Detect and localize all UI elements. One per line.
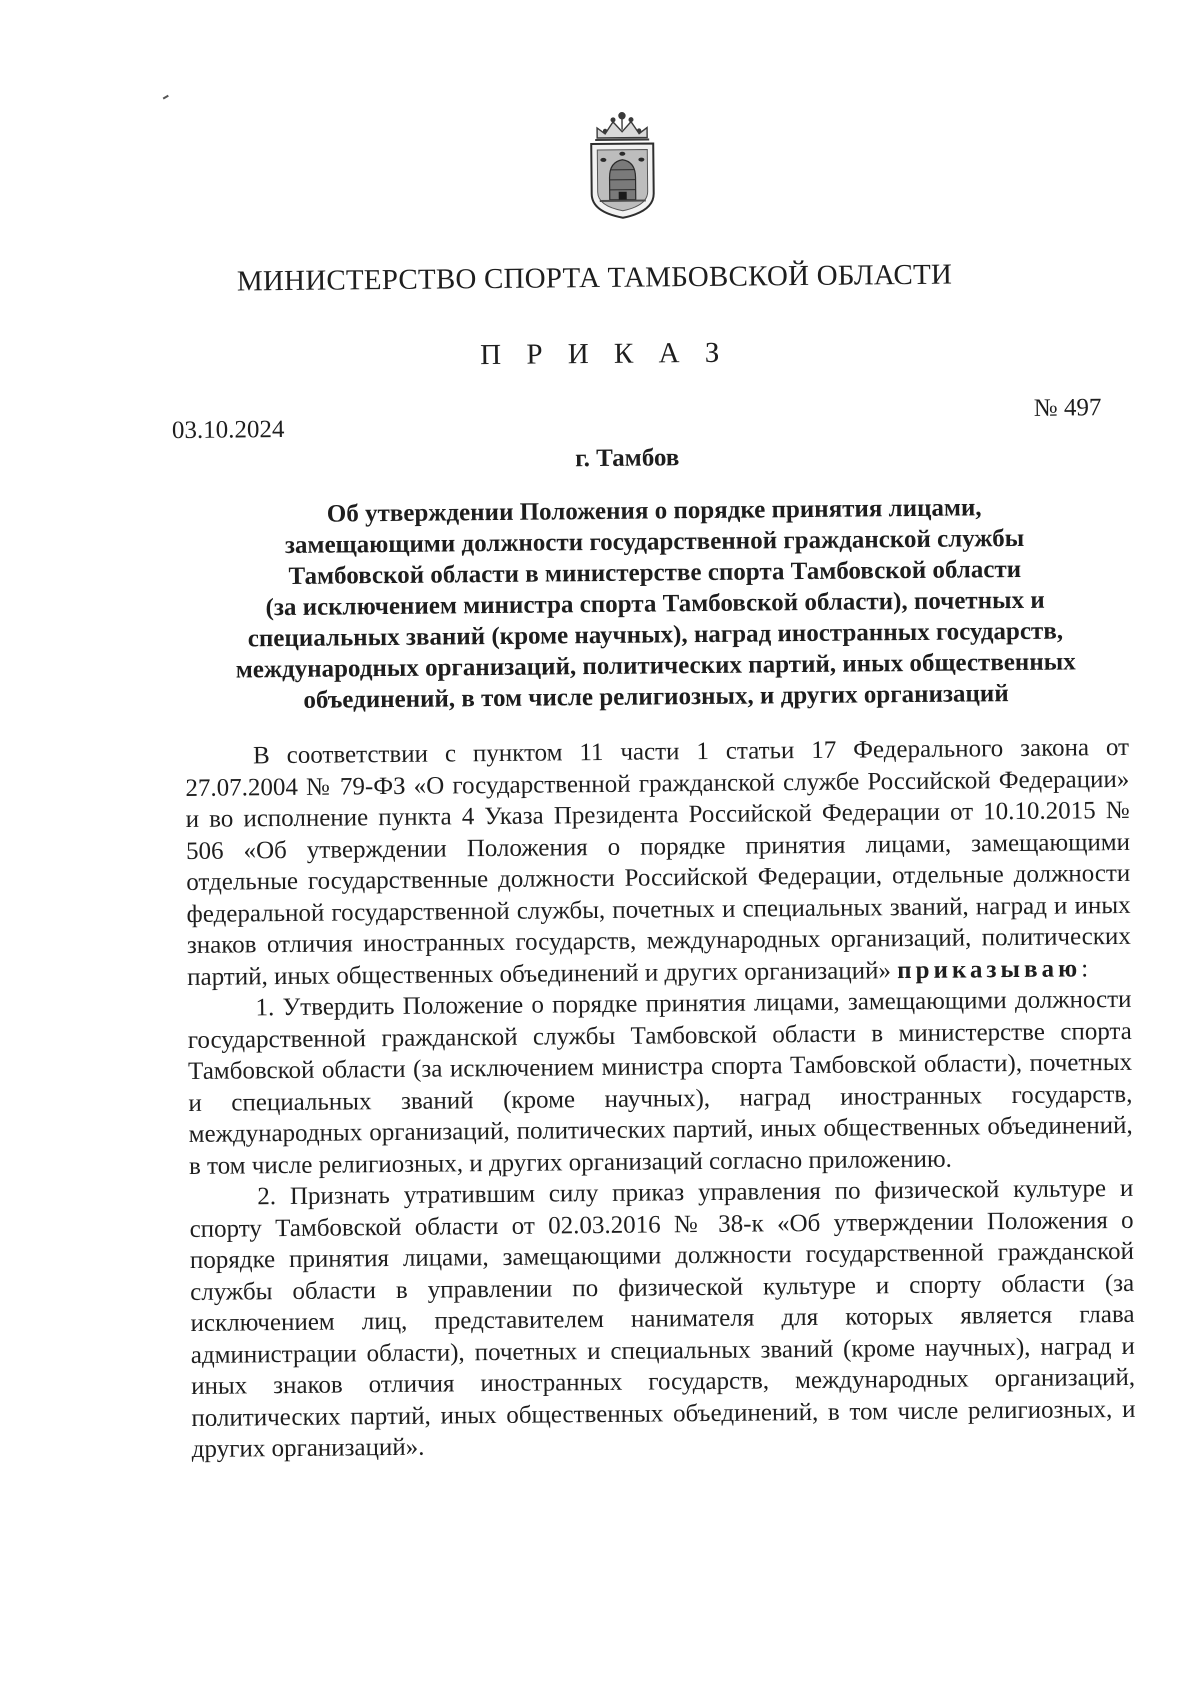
item-2-paragraph: 2. Признать утратившим силу приказ управления по физической культуре и спорту Тамбовской области от 02.03.2016 № 38-к «Об утверждении Положения о порядке принятия лицами, замещающими должности государственной гражданской службы области в управлении по физической культуре и спорту области (за исключением лиц, представителем нанимателя для которых является глава администрации области), почетных и специальных званий (кроме научных), наград и иных знаков отличия иностранных государств, международных организаций, политических партий, иных общественных объединений, в том числе религиозных, и других организаций». <box>189 1173 1136 1466</box>
subject-line: замещающими должности государственной гражданской службы <box>187 522 1122 562</box>
subject-line: объединений, в том числе религиозных, и других организаций <box>188 677 1123 717</box>
order-body <box>185 732 1136 1466</box>
preamble-text: В соответствии с пунктом 11 части 1 статьи 17 Федерального закона от 27.07.2004 № 79-ФЗ «О государственной гражданской службе Российской Федерации» и во исполнение пункта 4 Указа Президента Российской Федерации от 10.10.2015 № 506 «Об утверждении Положения о порядке принятия лицами, замещающими отдельные государственные должности Российской Федерации, отдельные должности федеральной государственной службы, почетных и специальных званий, наград и иных знаков отличия иностранных государств, международных организаций, политических партий, иных общественных объединений и других организаций» <box>185 734 1131 991</box>
subject-line: Об утверждении Положения о порядке принятия лицами, <box>187 491 1122 531</box>
order-city: г. Тамбов <box>0 439 1196 479</box>
subject-line: международных организаций, политических партий, иных общественных <box>188 646 1123 686</box>
subject-line: специальных званий (кроме научных), наград иностранных государств, <box>188 615 1123 655</box>
ministry-name: МИНИСТЕРСТВО СПОРТА ТАМБОВСКОЙ ОБЛАСТИ <box>0 256 1195 301</box>
order-date: 03.10.2024 <box>172 416 285 445</box>
preamble-paragraph <box>185 732 1131 993</box>
order-word: приказываю <box>897 955 1081 984</box>
order-subject <box>187 491 1124 717</box>
subject-line: Тамбовской области в министерстве спорта Тамбовской области <box>187 553 1122 593</box>
coat-of-arms-emblem <box>583 107 662 220</box>
subject-line: (за исключением министра спорта Тамбовской области), почетных и <box>188 584 1123 624</box>
order-number: № 497 <box>1034 394 1102 423</box>
item-1-paragraph: 1. Утвердить Положение о порядке принятия лицами, замещающими должности государственной гражданской службы Тамбовской области в министерстве спорта Тамбовской области (за исключением министра спорта Тамбовской области), почетных и специальных званий (кроме научных), наград иностранных государств, международных организаций, политических партий, иных общественных объединений, в том числе религиозных, и других организаций согласно приложению. <box>187 984 1133 1182</box>
scan-speck <box>163 95 169 100</box>
order-colon: : <box>1081 955 1088 982</box>
document-type: П Р И К А З <box>0 332 1195 377</box>
